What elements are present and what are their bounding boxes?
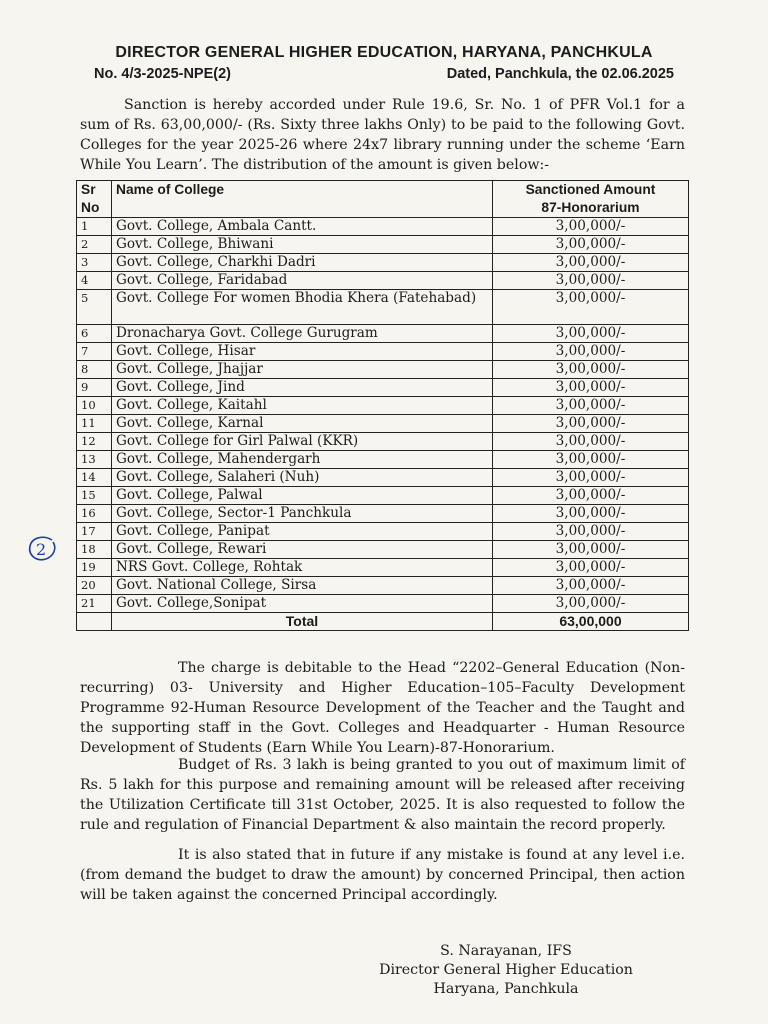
table-row <box>77 595 689 613</box>
table-row <box>77 577 689 595</box>
table-row <box>77 433 689 451</box>
sr-no-cell: 17 <box>77 523 112 541</box>
sanctioned-amount-header <box>493 181 689 218</box>
sr-no-cell: 15 <box>77 487 112 505</box>
college-name-cell: Govt. College, Ambala Cantt. <box>112 218 493 236</box>
college-name-cell: Govt. College, Salaheri (Nuh) <box>112 469 493 487</box>
sr-no-cell: 9 <box>77 379 112 397</box>
table-row <box>77 487 689 505</box>
college-name-cell: Govt. College, Rewari <box>112 541 493 559</box>
sr-no-cell: 18 <box>77 541 112 559</box>
amount-cell: 3,00,000/- <box>493 343 689 361</box>
amount-cell: 3,00,000/- <box>493 451 689 469</box>
sr-no-cell: 8 <box>77 361 112 379</box>
sr-no-cell: 5 <box>77 290 112 325</box>
amount-cell: 3,00,000/- <box>493 433 689 451</box>
sr-no-cell: 16 <box>77 505 112 523</box>
table-body <box>77 218 689 631</box>
college-name-cell: Govt. College, Jhajjar <box>112 361 493 379</box>
college-name-cell: Govt. College, Sector-1 Panchkula <box>112 505 493 523</box>
sr-no-cell: 13 <box>77 451 112 469</box>
amount-cell: 3,00,000/- <box>493 218 689 236</box>
table-row <box>77 559 689 577</box>
amount-cell: 3,00,000/- <box>493 523 689 541</box>
college-name-cell: Govt. College, Hisar <box>112 343 493 361</box>
table-row <box>77 523 689 541</box>
signatory-designation: Director General Higher Education <box>379 962 633 978</box>
table-row <box>77 379 689 397</box>
amount-header-line1: Sanctioned Amount <box>525 182 656 197</box>
liability-paragraph: It is also stated that in future if any mistake is found at any level i.e. (from demand the budget to draw the amount) by concerned Principal, then action will be taken against the concerned Principal accordingly. <box>80 847 685 903</box>
table-row <box>77 541 689 559</box>
amount-cell: 3,00,000/- <box>493 559 689 577</box>
budget-paragraph: Budget of Rs. 3 lakh is being granted to you out of maximum limit of Rs. 5 lakh for this purpose and remaining amount will be released after receiving the Utilization Certificate till 31st October, 2025. It is also requested to follow the rule and regulation of Financial Department & also maintain the record properly. <box>80 757 685 833</box>
sr-no-cell: 21 <box>77 595 112 613</box>
total-row <box>77 613 689 631</box>
table-row <box>77 343 689 361</box>
college-name-cell: Govt. National College, Sirsa <box>112 577 493 595</box>
sr-no-cell: 11 <box>77 415 112 433</box>
table-header-row <box>77 181 689 218</box>
signatory-name: S. Narayanan, IFS <box>440 943 572 959</box>
amount-cell: 3,00,000/- <box>493 415 689 433</box>
college-name-cell: Govt. College, Panipat <box>112 523 493 541</box>
college-name-cell: Govt. College, Faridabad <box>112 272 493 290</box>
college-name-cell: Govt. College For women Bhodia Khera (Fatehabad) <box>112 290 493 325</box>
amount-cell: 3,00,000/- <box>493 254 689 272</box>
college-name-cell: Govt. College, Jind <box>112 379 493 397</box>
margin-mark-digit: 2 <box>36 540 47 559</box>
sr-no-cell: 2 <box>77 236 112 254</box>
amount-header-line2: 87-Honorarium <box>541 200 640 215</box>
sr-no-cell: 14 <box>77 469 112 487</box>
amount-cell: 3,00,000/- <box>493 595 689 613</box>
amount-cell: 3,00,000/- <box>493 577 689 595</box>
document-date: Dated, Panchkula, the 02.06.2025 <box>446 66 674 82</box>
amount-cell: 3,00,000/- <box>493 397 689 415</box>
amount-cell: 3,00,000/- <box>493 361 689 379</box>
college-name-cell: Govt. College, Mahendergarh <box>112 451 493 469</box>
college-name-header: Name of College <box>112 181 493 218</box>
handwritten-margin-mark <box>26 534 60 564</box>
table-row <box>77 361 689 379</box>
sr-no-cell: 6 <box>77 325 112 343</box>
table-row <box>77 272 689 290</box>
amount-cell: 3,00,000/- <box>493 236 689 254</box>
college-name-cell: Govt. College,Sonipat <box>112 595 493 613</box>
amount-cell: 3,00,000/- <box>493 505 689 523</box>
college-name-cell: NRS Govt. College, Rohtak <box>112 559 493 577</box>
college-name-cell: Govt. College, Karnal <box>112 415 493 433</box>
amount-cell: 3,00,000/- <box>493 487 689 505</box>
total-sr-cell <box>77 613 112 631</box>
sr-no-cell: 4 <box>77 272 112 290</box>
college-name-cell: Govt. College, Charkhi Dadri <box>112 254 493 272</box>
table-row <box>77 218 689 236</box>
college-name-cell: Govt. College, Bhiwani <box>112 236 493 254</box>
sr-no-cell: 1 <box>77 218 112 236</box>
table-row <box>77 397 689 415</box>
sr-no-cell: 3 <box>77 254 112 272</box>
amount-cell: 3,00,000/- <box>493 272 689 290</box>
amount-cell: 3,00,000/- <box>493 469 689 487</box>
sr-no-cell: 10 <box>77 397 112 415</box>
amount-cell: 3,00,000/- <box>493 379 689 397</box>
college-name-cell: Govt. College for Girl Palwal (KKR) <box>112 433 493 451</box>
sanction-paragraph: Sanction is hereby accorded under Rule 19.6, Sr. No. 1 of PFR Vol.1 for a sum of Rs. 63,00,000/- (Rs. Sixty three lakhs Only) to be paid to the following Govt. Colleges for the year 2025-26 where 24x7 library running under the scheme ‘Earn While You Learn’. The distribution of the amount is given below:- <box>80 97 685 173</box>
table-row <box>77 290 689 325</box>
sr-no-cell: 19 <box>77 559 112 577</box>
table-row <box>77 325 689 343</box>
amount-cell: 3,00,000/- <box>493 541 689 559</box>
table-row <box>77 505 689 523</box>
sr-no-header: Sr No <box>77 181 112 218</box>
sr-no-cell: 7 <box>77 343 112 361</box>
amount-cell: 3,00,000/- <box>493 290 689 325</box>
amount-cell: 3,00,000/- <box>493 325 689 343</box>
sr-no-cell: 20 <box>77 577 112 595</box>
table-row <box>77 236 689 254</box>
college-name-cell: Govt. College, Palwal <box>112 487 493 505</box>
table-row <box>77 469 689 487</box>
table-row <box>77 254 689 272</box>
college-name-cell: Dronacharya Govt. College Gurugram <box>112 325 493 343</box>
signatory-office: Haryana, Panchkula <box>433 981 579 997</box>
total-label: Total <box>112 613 493 631</box>
charge-head-paragraph: The charge is debitable to the Head “2202–General Education (Non-recurring) 03- University and Higher Education–105–Faculty Development Programme 92-Human Resource Development of the Teacher and the Taught and the supporting staff in the Govt. Colleges and Headquarter - Human Resource Development of Students (Earn While You Learn)-87-Honorarium. <box>80 660 685 756</box>
sr-no-cell: 12 <box>77 433 112 451</box>
total-amount: 63,00,000 <box>493 613 689 631</box>
distribution-table <box>76 180 689 631</box>
table-row <box>77 415 689 433</box>
reference-number: No. 4/3-2025-NPE(2) <box>94 66 231 82</box>
table-row <box>77 451 689 469</box>
office-heading: DIRECTOR GENERAL HIGHER EDUCATION, HARYANA, PANCHKULA <box>115 44 653 61</box>
college-name-cell: Govt. College, Kaitahl <box>112 397 493 415</box>
